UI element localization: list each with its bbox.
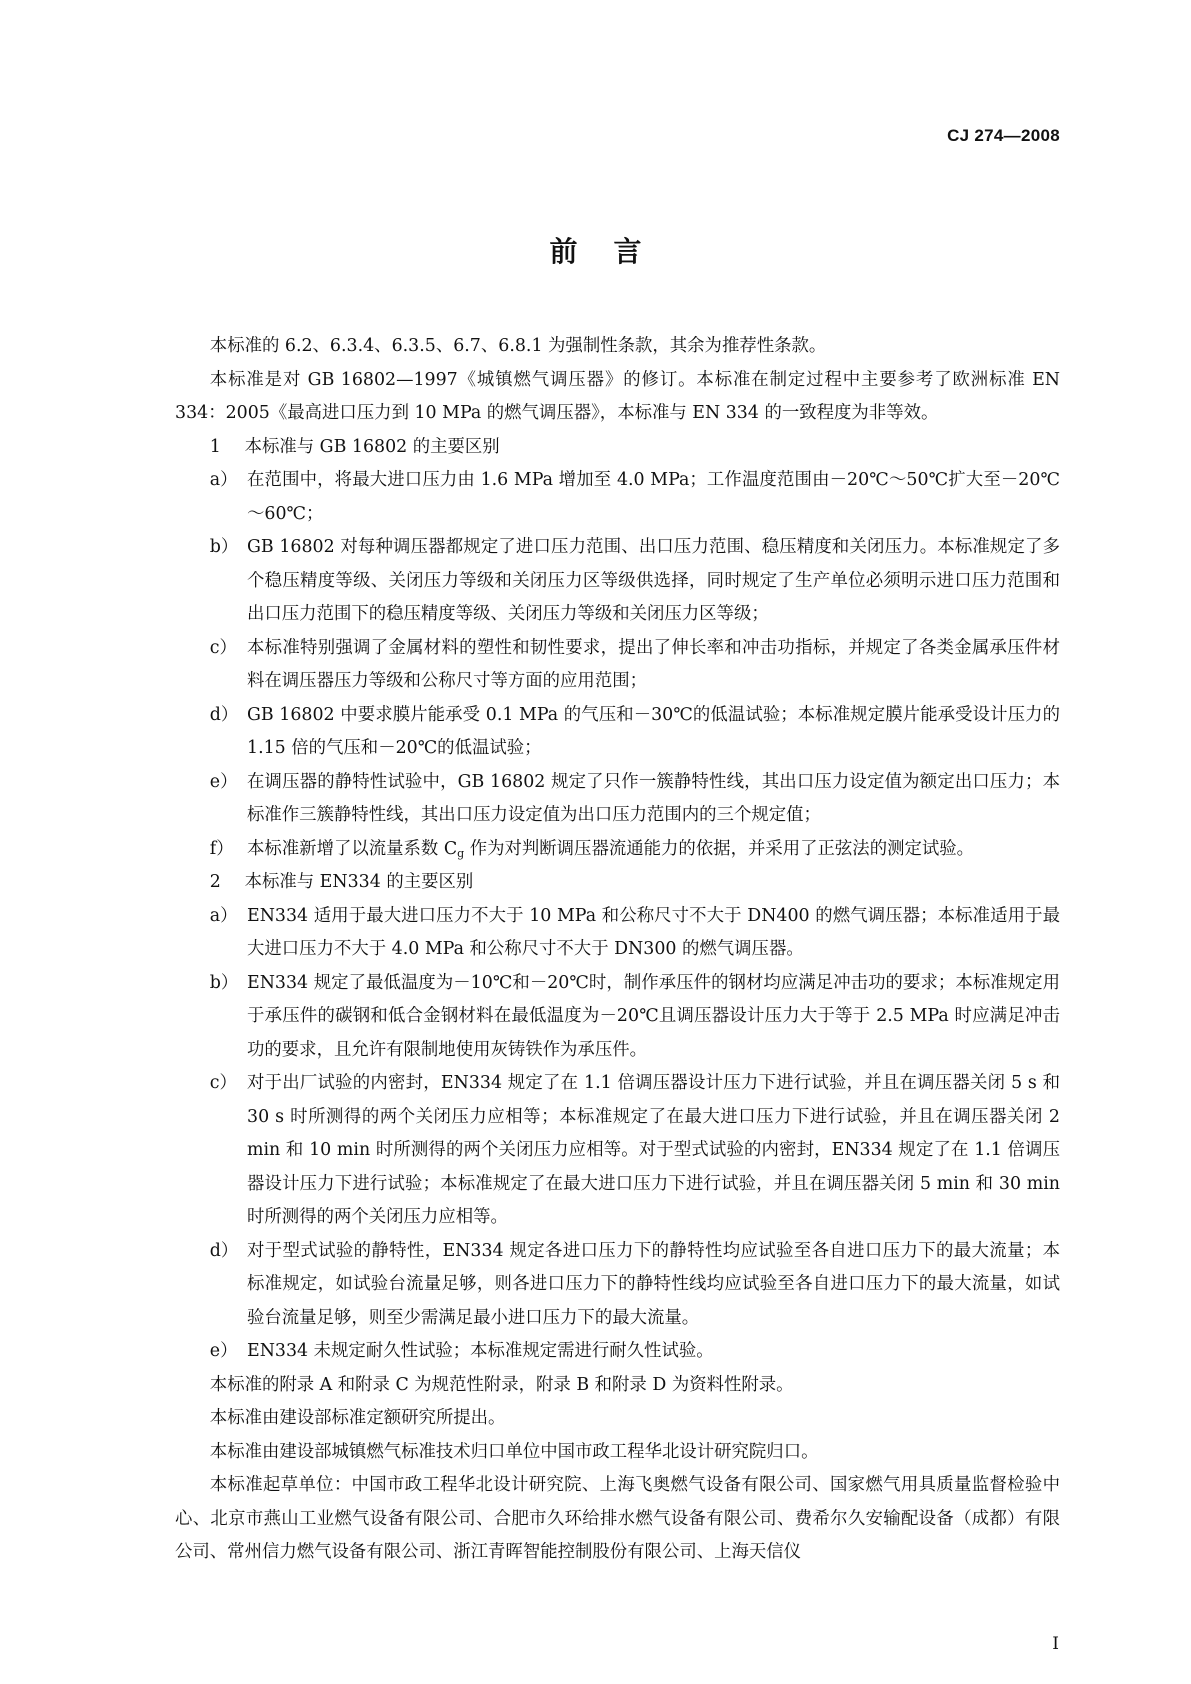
item-label: e） [209,771,238,792]
section-title: 本标准与 EN334 的主要区别 [244,872,474,892]
list-item [175,699,1060,766]
item-text: 作为对判断调压器流通能力的依据，并采用了正弦法的测定试验。 [464,838,975,859]
closing-paragraph: 本标准起草单位：中国市政工程华北设计研究院、上海飞奥燃气设备有限公司、国家燃气用具质量监督检验中心、北京市燕山工业燃气设备有限公司、合肥市久环给排水燃气设备有限公司、费希尔久安输配设备（成都）有限公司、常州信力燃气设备有限公司、浙江青晖智能控制股份有限公司、上海天信仪 [175,1475,1060,1562]
closing-paragraph: 本标准的附录 A 和附录 C 为规范性附录，附录 B 和附录 D 为资料性附录。 [209,1374,794,1395]
item-label: f） [209,838,234,859]
standard-code: CJ 274—2008 [947,126,1060,145]
item-text: 对于出厂试验的内密封，EN334 规定了在 1.1 倍调压器设计压力下进行试验，并且在调压器关闭 5 s 和 30 s 时所测得的两个关闭压力应相等；本标准规定了在最大进口压力下进行试验，并且在调压器关闭 2 min 和 10 min 时所测得的两个关闭压力应相等。对于型式试验的内密封，EN334 规定了在 1.1 倍调压器设计压力下进行试验；本标准规定了在最大进口压力下进行试验，并且在调压器关闭 5 min 和 30 min 时所测得的两个关闭压力应相等。 [247,1073,1060,1227]
item-text: GB 16802 中要求膜片能承受 0.1 MPa 的气压和－30℃的低温试验；本标准规定膜片能承受设计压力的 1.15 倍的气压和－20℃的低温试验； [247,704,1060,758]
intro-paragraph: 本标准是对 GB 16802—1997《城镇燃气调压器》的修订。本标准在制定过程中主要参考了欧洲标准 EN 334：2005《最高进口压力到 10 MPa 的燃气调压器》，本标准与 EN 334 的一致程度为非等效。 [175,369,1060,423]
item-label: a） [209,470,238,490]
list-item [175,900,1060,967]
list-item [175,464,1060,531]
item-label: b） [209,537,239,557]
section-number: 2 [209,872,221,892]
list-item [175,1235,1060,1336]
list-item [175,531,1060,632]
list-item [175,632,1060,699]
item-text: EN334 未规定耐久性试验；本标准规定需进行耐久性试验。 [247,1341,714,1361]
item-label: c） [209,1073,237,1093]
section-title: 本标准与 GB 16802 的主要区别 [244,436,500,457]
list-item [175,1067,1060,1235]
list-item [175,1335,1060,1369]
page-number: I [1052,1634,1059,1654]
section-heading-1 [175,431,1060,465]
item-label: d） [209,704,239,725]
list-item [175,766,1060,833]
intro-paragraph: 本标准的 6.2、6.3.4、6.3.5、6.7、6.8.1 为强制性条款，其余为推荐性条款。 [209,336,827,356]
list-item [175,967,1060,1068]
item-text: 在调压器的静特性试验中，GB 16802 规定了只作一簇静特性线，其出口压力设定值为额定出口压力；本标准作三簇静特性线，其出口压力设定值为出口压力范围内的三个规定值； [247,771,1060,825]
document-body [175,330,1060,1570]
subscript-g: g [457,846,465,860]
item-label: b） [209,972,239,993]
closing-paragraph: 本标准由建设部标准定额研究所提出。 [209,1408,506,1428]
item-text: 在范围中，将最大进口压力由 1.6 MPa 增加至 4.0 MPa；工作温度范围由－20℃～50℃扩大至－20℃～60℃； [247,470,1060,524]
item-text: 本标准新增了以流量系数 C [247,838,458,859]
item-text: GB 16802 对每种调压器都规定了进口压力范围、出口压力范围、稳压精度和关闭压力。本标准规定了多个稳压精度等级、关闭压力等级和关闭压力区等级供选择，同时规定了生产单位必须明示进口压力范围和出口压力范围下的稳压精度等级、关闭压力等级和关闭压力区等级； [247,537,1060,624]
item-text: EN334 规定了最低温度为－10℃和－20℃时，制作承压件的钢材均应满足冲击功的要求；本标准规定用于承压件的碳钢和低合金钢材料在最低温度为－20℃且调压器设计压力大于等于 2.5 MPa 时应满足冲击功的要求，且允许有限制地使用灰铸铁作为承压件。 [247,972,1060,1060]
closing-paragraph: 本标准由建设部城镇燃气标准技术归口单位中国市政工程华北设计研究院归口。 [209,1441,819,1462]
item-label: a） [209,905,238,926]
section-heading-2 [175,866,1060,900]
item-label: e） [209,1341,238,1361]
item-label: c） [209,637,237,658]
page-title: 前言 [549,235,678,268]
item-label: d） [209,1240,239,1261]
section-number: 1 [209,436,221,457]
item-text: 本标准特别强调了金属材料的塑性和韧性要求，提出了伸长率和冲击功指标，并规定了各类金属承压件材料在调压器压力等级和公称尺寸等方面的应用范围； [247,637,1060,691]
item-text: EN334 适用于最大进口压力不大于 10 MPa 和公称尺寸不大于 DN400 的燃气调压器；本标准适用于最大进口压力不大于 4.0 MPa 和公称尺寸不大于 DN300 的燃气调压器。 [247,905,1060,959]
list-item [175,833,1060,867]
item-text: 对于型式试验的静特性，EN334 规定各进口压力下的静特性均应试验至各自进口压力下的最大流量；本标准规定，如试验台流量足够，则各进口压力下的静特性线均应试验至各自进口压力下的最大流量，如试验台流量足够，则至少需满足最小进口压力下的最大流量。 [247,1240,1060,1328]
